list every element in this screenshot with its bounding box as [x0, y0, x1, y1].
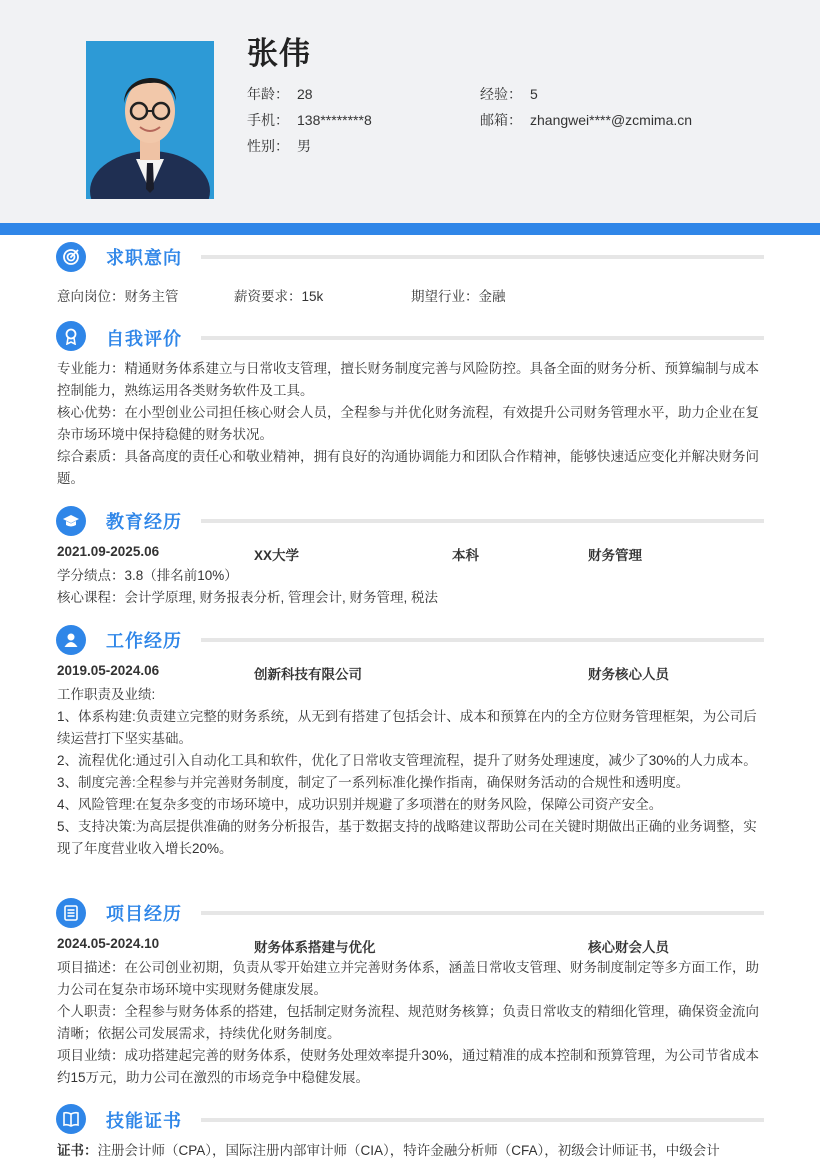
work-item: 3、制度完善:全程参与并完善财务制度，制定了一系列标准化操作指南，确保财务活动的合规性和透明度。 — [57, 775, 690, 790]
experience-label: 经验： — [480, 86, 522, 102]
intent-salary: 薪资要求：15k — [234, 289, 324, 304]
education-school: XX大学 — [254, 548, 300, 563]
experience-info — [480, 84, 538, 104]
project-achievement: 项目业绩：成功搭建起完善的财务体系，使财务处理效率提升30%，通过精准的成本控制和预算管理，为公司节省成本约15万元，助力公司在激烈的市场竞争中稳健发展。 — [57, 1048, 760, 1085]
gender-value: 男 — [297, 138, 311, 154]
project-name: 财务体系搭建与优化 — [254, 940, 376, 955]
project-description: 项目描述：在公司创业初期，负责从零开始建立并完善财务体系，涵盖日常收支管理、财务制度制定等多方面工作，助力公司在复杂市场环境中实现财务健康发展。 — [57, 960, 759, 997]
work-role: 财务核心人员 — [588, 667, 669, 682]
badge-icon — [56, 321, 86, 351]
intent-industry: 期望行业：金融 — [411, 289, 506, 304]
education-major: 财务管理 — [588, 548, 642, 563]
section-divider — [201, 519, 764, 523]
section-title-project: 项目经历 — [106, 904, 182, 924]
phone-label: 手机： — [247, 112, 289, 128]
age-label: 年龄： — [247, 86, 289, 102]
work-date: 2019.05-2024.06 — [57, 663, 160, 678]
phone-info — [247, 110, 372, 130]
target-icon — [56, 242, 86, 272]
section-title-intent: 求职意向 — [106, 248, 182, 268]
section-divider — [201, 336, 764, 340]
section-divider — [201, 1118, 764, 1122]
user-icon — [56, 625, 86, 655]
section-title-self: 自我评价 — [106, 329, 182, 349]
education-degree: 本科 — [452, 548, 479, 563]
section-divider — [201, 255, 764, 259]
education-details — [57, 565, 765, 609]
self-quality: 综合素质：具备高度的责任心和敬业精神，拥有良好的沟通协调能力和团队合作精神，能够快速适应变化并解决财务问题。 — [57, 449, 759, 486]
skills-certificates — [57, 1140, 765, 1162]
section-title-skills: 技能证书 — [106, 1111, 182, 1131]
self-advantage: 核心优势：在小型创业公司担任核心财会人员，全程参与并优化财务流程，有效提升公司财务管理水平，助力企业在复杂市场环境中保持稳健的财务状况。 — [57, 405, 759, 442]
work-item: 4、风险管理:在复杂多变的市场环境中，成功识别并规避了多项潜在的财务风险，保障公司资产安全。 — [57, 797, 663, 812]
project-date: 2024.05-2024.10 — [57, 936, 160, 951]
header-accent-bar — [0, 223, 820, 235]
phone-value: 138********8 — [297, 112, 372, 128]
section-title-work: 工作经历 — [106, 631, 182, 651]
email-value[interactable]: zhangwei****@zcmima.cn — [530, 112, 693, 128]
email-label: 邮箱： — [480, 112, 522, 128]
gender-label: 性别： — [247, 138, 289, 154]
graduation-cap-icon — [56, 506, 86, 536]
list-icon — [56, 898, 86, 928]
work-item: 5、支持决策:为高层提供准确的财务分析报告，基于数据支持的战略建议帮助公司在关键时期做出正确的业务调整，实现了年度营业收入增长20%。 — [57, 819, 757, 856]
certificate-label: 证书： — [57, 1143, 98, 1158]
intent-position: 意向岗位：财务主管 — [57, 289, 179, 304]
project-responsibility: 个人职责：全程参与财务体系的搭建，包括制定财务流程、规范财务核算；负责日常收支的精细化管理，确保资金流向清晰；依据公司发展需求，持续优化财务制度。 — [57, 1004, 759, 1041]
work-company: 创新科技有限公司 — [254, 667, 362, 682]
work-intro: 工作职责及业绩: — [57, 687, 156, 702]
project-role: 核心财会人员 — [588, 940, 669, 955]
education-gpa: 学分绩点：3.8（排名前10%） — [57, 568, 238, 583]
gender-info — [247, 136, 311, 156]
self-skill: 专业能力：精通财务体系建立与日常收支管理，擅长财务制度完善与风险防控。具备全面的财务分析、预算编制与成本控制能力，熟练运用各类财务软件及工具。 — [57, 361, 759, 398]
certificate-list: 注册会计师（CPA），国际注册内部审计师（CIA），特许金融分析师（CFA），初级会计师证书，中级会计 — [97, 1143, 720, 1158]
work-details — [57, 684, 765, 860]
section-divider — [201, 911, 764, 915]
email-info — [480, 110, 692, 130]
section-title-education: 教育经历 — [106, 512, 182, 532]
education-courses: 核心课程：会计学原理, 财务报表分析, 管理会计, 财务管理, 税法 — [57, 590, 439, 605]
section-divider — [201, 638, 764, 642]
work-item: 2、流程优化:通过引入自动化工具和软件，优化了日常收支管理流程，提升了财务处理速度，减少了30%的人力成本。 — [57, 753, 757, 768]
education-date: 2021.09-2025.06 — [57, 544, 160, 559]
candidate-name: 张伟 — [247, 36, 311, 71]
project-details — [57, 957, 765, 1089]
book-icon — [56, 1104, 86, 1134]
work-item: 1、体系构建:负责建立完整的财务系统，从无到有搭建了包括会计、成本和预算在内的全方位财务管理框架，为公司后续运营打下坚实基础。 — [57, 709, 757, 746]
self-evaluation-text — [57, 358, 765, 490]
age-info — [247, 84, 313, 104]
age-value: 28 — [297, 86, 313, 102]
profile-photo — [86, 41, 214, 199]
experience-value: 5 — [530, 86, 538, 102]
